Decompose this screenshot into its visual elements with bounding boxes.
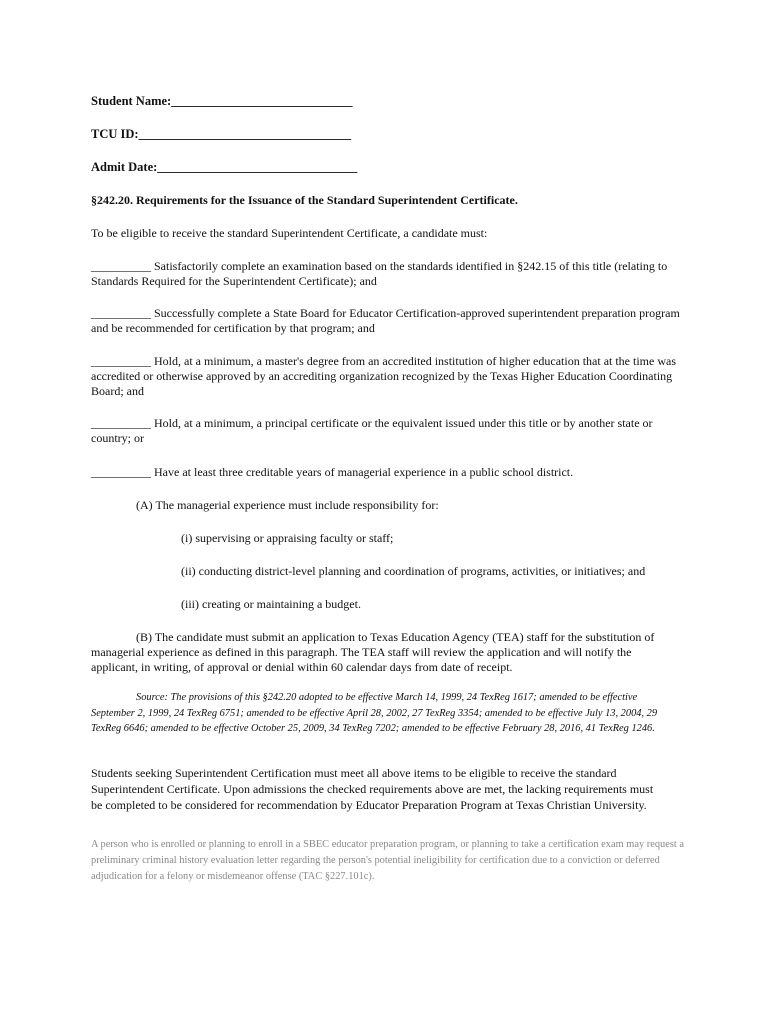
requirement-2 bbox=[91, 306, 687, 336]
requirement-text: Hold, at a minimum, a principal certificate or the equivalent issued under this title or by another state or country; or bbox=[91, 416, 653, 445]
sub-item-ii: (ii) conducting district-level planning and coordination of programs, activities, or initiatives; and bbox=[181, 564, 646, 578]
intro-text: To be eligible to receive the standard Superintendent Certificate, a candidate must: bbox=[91, 226, 488, 240]
sub-item-i: (i) supervising or appraising faculty or staff; bbox=[181, 531, 394, 545]
admit-date-field[interactable]: Admit Date:________________________________ bbox=[91, 160, 358, 174]
requirement-text: Successfully complete a State Board for Educator Certification-approved superintendent preparation program and be recommended for certification by that program; and bbox=[91, 306, 680, 335]
requirement-5 bbox=[91, 465, 687, 480]
source-citation: Source: The provisions of this §242.20 adopted to be effective March 14, 1999, 24 TexReg 1617; amended to be effective September 2, 1999, 24 TexReg 6751; amended to be effective April 28, 2002, 27 TexReg 3354; amended to be effective July 13, 2004, 29 TexReg 6646; amended to be effective October 25, 2009, 34 TexReg 7202; amended to be effective February 28, 2016, 41 TexReg 1246. bbox=[91, 692, 658, 734]
checkbox-blank[interactable]: __________ bbox=[91, 259, 151, 273]
tcu-id-field[interactable]: TCU ID:__________________________________ bbox=[91, 127, 352, 141]
section-heading: §242.20. Requirements for the Issuance of the Standard Superintendent Certificate. bbox=[91, 193, 518, 207]
checkbox-blank[interactable]: __________ bbox=[91, 465, 151, 479]
criminal-history-disclaimer: A person who is enrolled or planning to enroll in a SBEC educator preparation program, or planning to take a certification exam may request a preliminary criminal history evaluation letter regarding the person's potential ineligibility for certification due to a conviction or deferred adjudication for a felony or misdemeanor offense (TAC §227.101c). bbox=[91, 839, 684, 882]
requirement-3 bbox=[91, 354, 687, 399]
checkbox-blank[interactable]: __________ bbox=[91, 354, 151, 368]
checkbox-blank[interactable]: __________ bbox=[91, 416, 151, 430]
student-name-field[interactable]: Student Name:_____________________________ bbox=[91, 94, 353, 108]
sub-item-iii: (iii) creating or maintaining a budget. bbox=[181, 597, 361, 611]
requirement-4 bbox=[91, 416, 687, 446]
certification-notice: Students seeking Superintendent Certification must meet all above items to be eligible to receive the standard Superintendent Certificate. Upon admissions the checked requirements above are met, the lacking requirements must be completed to be considered for recommendation by Educator Preparation Program at Texas Christian University. bbox=[91, 766, 654, 812]
requirement-text: Have at least three creditable years of managerial experience in a public school district. bbox=[151, 465, 574, 479]
subparagraph-a: (A) The managerial experience must include responsibility for: bbox=[136, 498, 439, 512]
checkbox-blank[interactable]: __________ bbox=[91, 306, 151, 320]
subparagraph-b: (B) The candidate must submit an application to Texas Education Agency (TEA) staff for the substitution of managerial experience as defined in this paragraph. The TEA staff will review the application and will notify the applicant, in writing, of approval or denial within 60 calendar days from date of receipt. bbox=[91, 630, 655, 674]
requirement-text: Satisfactorily complete an examination based on the standards identified in §242.15 of this title (relating to Standards Required for the Superintendent Certificate); and bbox=[91, 259, 668, 288]
requirement-text: Hold, at a minimum, a master's degree from an accredited institution of higher education that at the time was accredited or otherwise approved by an accrediting organization recognized by the Texas Higher Education Coordinating Board; and bbox=[91, 354, 676, 398]
requirement-1 bbox=[91, 259, 687, 289]
